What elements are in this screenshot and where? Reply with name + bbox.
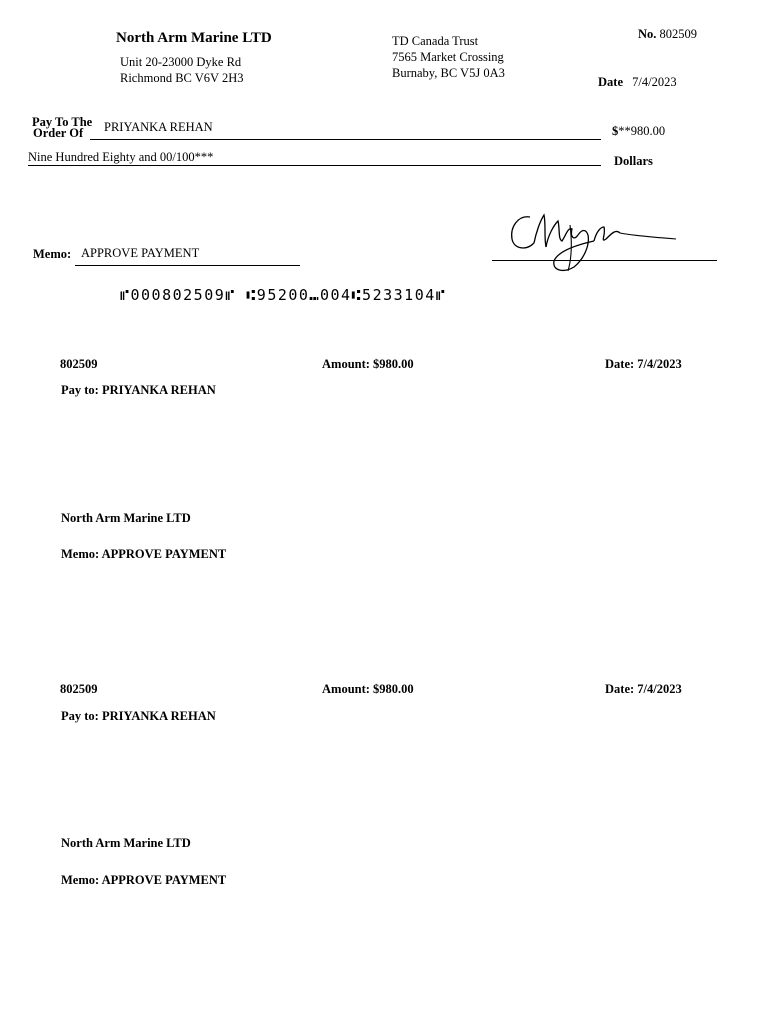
memo-value: APPROVE PAYMENT [81,246,200,260]
signature-line [492,260,717,261]
company-name: North Arm Marine LTD [116,30,272,46]
signature-image [500,205,690,277]
bank-name: TD Canada Trust [392,34,479,48]
pay-to-label [32,117,92,139]
amount-value: **980.00 [618,124,666,138]
stub-memo: Memo: APPROVE PAYMENT [61,873,227,887]
stub-date: Date: 7/4/2023 [605,682,682,696]
dollars-label: Dollars [614,154,653,168]
memo-label: Memo: [33,247,72,261]
date-value: 7/4/2023 [632,75,677,89]
stub-amount: Amount: $980.00 [322,682,414,696]
memo-underline [75,265,300,266]
stub-pay-to: Pay to: PRIYANKA REHAN [61,709,216,723]
dollar-sign: $ [612,124,619,138]
payee-underline [90,139,601,140]
company-address-line1: Unit 20-23000 Dyke Rd [120,55,242,69]
stub-company: North Arm Marine LTD [61,836,191,850]
stub-number: 802509 [60,682,98,696]
stub-date: Date: 7/4/2023 [605,357,682,371]
date-label: Date [598,75,623,89]
cheque-date [598,75,677,90]
amount-box [612,124,665,139]
company-address-line2: Richmond BC V6V 2H3 [120,71,244,85]
amount-in-words: Nine Hundred Eighty and 00/100*** [28,150,214,164]
bank-address-line2: Burnaby, BC V5J 0A3 [392,66,505,80]
bank-address-line1: 7565 Market Crossing [392,50,504,64]
stub-memo: Memo: APPROVE PAYMENT [61,547,227,561]
payee-name: PRIYANKA REHAN [104,120,213,134]
cheque-number-label: No. [638,27,657,41]
cheque-number [638,27,697,42]
stub-amount: Amount: $980.00 [322,357,414,371]
stub-company: North Arm Marine LTD [61,511,191,525]
amount-words-underline [28,165,601,166]
pay-to-label-line2: Order Of [33,126,84,140]
pay-to-label-line1: Pay To The [32,115,93,129]
stub-number: 802509 [60,357,98,371]
cheque-number-value: 802509 [659,27,698,41]
micr-line: ⑈000802509⑈ ⑆95200⑉004⑆5233104⑈ [120,286,447,304]
stub-pay-to: Pay to: PRIYANKA REHAN [61,383,216,397]
